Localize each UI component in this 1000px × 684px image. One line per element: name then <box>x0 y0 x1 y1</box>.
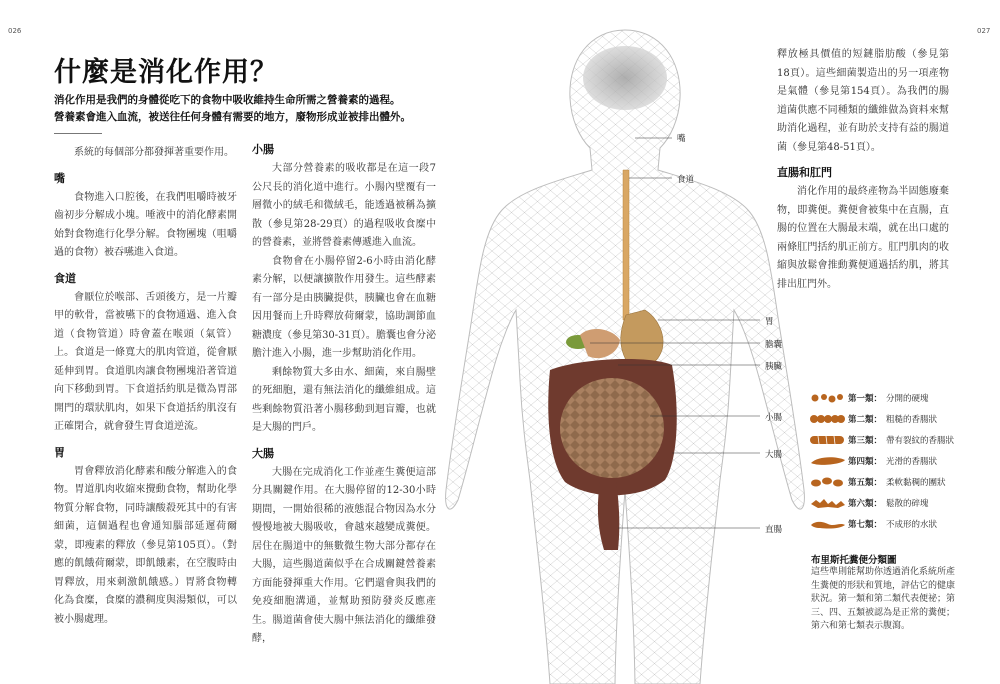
intro-divider <box>54 133 102 134</box>
label-esophagus: 食道 <box>677 175 695 185</box>
brain-shape <box>583 46 667 110</box>
bristol-type-5 <box>808 471 988 492</box>
page-number-right: 027 <box>977 27 991 35</box>
stool-type-1-icon <box>808 391 848 405</box>
bristol-type-4-label: 第四類： <box>848 456 883 467</box>
bristol-type-7 <box>808 513 988 534</box>
text-small-intestine-1: 大部分營養素的吸收都是在這一段7公尺長的消化道中進行。小腸內壁覆有一層微小的絨毛和微絨毛，能透過被稱為擴散（參見第28-29頁）的過程吸收食糜中的營養素，並將營養素傳遞進入血流。 <box>252 163 436 248</box>
heading-large-intestine: 大腸 <box>252 446 274 460</box>
stool-type-2-icon <box>808 412 848 426</box>
heading-esophagus: 食道 <box>54 271 76 285</box>
label-small-intestine: 小腸 <box>765 413 783 423</box>
small-intestine-shape <box>560 378 664 478</box>
bristol-type-6-label: 第六類： <box>848 498 883 509</box>
stool-type-5-icon <box>808 475 848 489</box>
bristol-type-7-desc: 不成形的水狀 <box>886 519 938 530</box>
bristol-type-2 <box>808 408 988 429</box>
bristol-type-1-label: 第一類： <box>848 393 883 404</box>
label-pancreas: 胰臟 <box>765 362 783 372</box>
label-mouth: 嘴 <box>677 134 686 144</box>
stool-type-4-icon <box>808 454 848 468</box>
intro-line-1: 消化作用是我們的身體從吃下的食物中吸收維持生命所需之營養素的過程。 <box>54 94 401 106</box>
bristol-type-1 <box>808 387 988 408</box>
bristol-stool-chart <box>808 387 988 534</box>
bristol-type-3 <box>808 429 988 450</box>
bristol-type-4-desc: 光滑的香腸狀 <box>886 456 938 467</box>
heading-mouth: 嘴 <box>54 171 65 185</box>
stool-type-6-icon <box>808 496 848 510</box>
text-continuation: 釋放極具價值的短鏈脂肪酸（參見第18頁）。這些細菌製造出的另一項產物是氣體（參見第154頁）。為我們的腸道菌供應不同種類的纖維做為資料來幫助消化過程，並有助於支持有益的腸道菌（參見第48-51頁）。 <box>777 49 949 153</box>
bristol-type-4 <box>808 450 988 471</box>
heading-rectum-anus: 直腸和肛門 <box>777 166 832 179</box>
bristol-type-5-label: 第五類： <box>848 477 883 488</box>
bristol-description: 這些準則能幫助你透過消化系統所產生糞便的形狀和質地，評估它的健康狀況。第一類和第二類代表便祕；第三、四、五類被認為是正常的糞便；第六和第七類表示腹瀉。 <box>811 567 956 631</box>
label-large-intestine: 大腸 <box>765 450 783 460</box>
column-4 <box>777 46 949 294</box>
column-1 <box>54 144 237 629</box>
bristol-type-6 <box>808 492 988 513</box>
label-gallbladder: 膽囊 <box>765 340 783 350</box>
bristol-caption <box>811 552 961 634</box>
bristol-type-1-desc: 分開的硬塊 <box>886 393 929 404</box>
bristol-type-5-desc: 柔軟黏稠的團狀 <box>886 477 946 488</box>
esophagus-shape <box>623 170 629 320</box>
heading-small-intestine: 小腸 <box>252 143 274 156</box>
column-2 <box>252 140 436 649</box>
bristol-type-2-label: 第二類： <box>848 414 883 425</box>
bristol-type-3-desc: 帶有裂紋的香腸狀 <box>886 435 955 446</box>
page-title: 什麼是消化作用？ <box>54 57 278 88</box>
stool-type-3-icon <box>808 433 848 447</box>
label-rectum: 直腸 <box>765 525 783 535</box>
label-stomach: 胃 <box>765 317 774 327</box>
bristol-title: 布里斯托糞便分類圖 <box>811 555 897 566</box>
bristol-type-7-label: 第七類： <box>848 519 883 530</box>
text-rectum-anus: 消化作用的最終產物為半固態廢棄物，即糞便。糞便會被集中在直腸，直腸的位置在大腸最末端，就在出口處的兩條肛門括約肌正前方。肛門肌肉的收縮與放鬆會推動糞便通過括約肌，將其排出肛門外。 <box>777 186 949 290</box>
bristol-type-3-label: 第三類： <box>848 435 883 446</box>
text-large-intestine: 大腸在完成消化工作並產生糞便這部分具關鍵作用。在大腸停留的12-30小時期間，一開始很稀的液態混合物因為水分慢慢地被大腸吸收，會越來越變成糞便。居住在腸道中的無數微生物大部分都存在大腸，這些腸道菌似乎在合成關鍵營養素方面能發揮重大作用。它們還會與我們的免疫細胞溝通，並幫助預防發炎反應產生。腸道菌會使大腸中無法消化的纖維發酵， <box>252 466 436 644</box>
intro-line-2: 營養素會進入血流，被送往任何身體有需要的地方，廢物形成並被排出體外。 <box>54 111 411 123</box>
text-mouth: 食物進入口腔後，在我們咀嚼時被牙齒初步分解成小塊。唾液中的消化酵素開始對食物進行化學分解。食物團塊（咀嚼過的食物）被吞嚥進入食道。 <box>54 191 237 258</box>
text-stomach: 胃會釋放消化酵素和酸分解進入的食物。胃道肌肉收縮來攪動食物，幫助化學物質分解食物，同時讓酸殺死其中的有害細菌，這個過程也會通知腦部延遲荷爾蒙，即瘦素的釋放（參見第105頁）。（對應的飢餓荷爾蒙，即飢餓素，在空腹時由胃釋放，用來刺激飢餓感。）胃將食物轉化為食糜，食糜的濃稠度與湯類似，可以被小腸處理。 <box>54 465 237 625</box>
text-small-intestine-3: 剩餘物質大多由水、細菌，來自腸壁的死細胞，還有無法消化的纖維組成。這些剩餘物質沿著小腸移動到迴盲瓣，也就是大腸的門戶。 <box>252 366 436 433</box>
text-small-intestine-2: 食物會在小腸停留2-6小時由消化酵素分解，以便讓擴散作用發生。這些酵素有一部分是由胰臟提供，胰臟也會在血糖因用餐而上升時釋放荷爾蒙，協助調節血糖濃度（參見第30-31頁）。膽囊也會分泌膽汁進入小腸，進一步幫助消化作用。 <box>252 255 436 359</box>
heading-stomach: 胃 <box>54 445 65 459</box>
col1-lead: 系統的每個部分都發揮著重要作用。 <box>74 147 234 158</box>
text-esophagus: 會厭位於喉部、舌頭後方，是一片瓣甲的軟骨，當被嚥下的食物通過、進入食道（食物管道）時會蓋在喉頭（氣管）上。食道是一條寬大的肌肉管道，從會厭延伸到胃。食道肌肉讓食物團塊沿著管道向下移動到胃。下食道括約肌是微為胃部開門的環狀肌肉，如果下食道括約肌沒有正確閉合，就會發生胃食道逆流。 <box>54 291 237 432</box>
bristol-type-6-desc: 鬆散的碎塊 <box>886 498 929 509</box>
intro-text <box>54 92 444 126</box>
digestive-system-illustration <box>440 20 810 684</box>
bristol-type-2-desc: 粗糙的香腸狀 <box>886 414 938 425</box>
page-number-left: 026 <box>8 27 22 35</box>
stool-type-7-icon <box>808 517 848 531</box>
